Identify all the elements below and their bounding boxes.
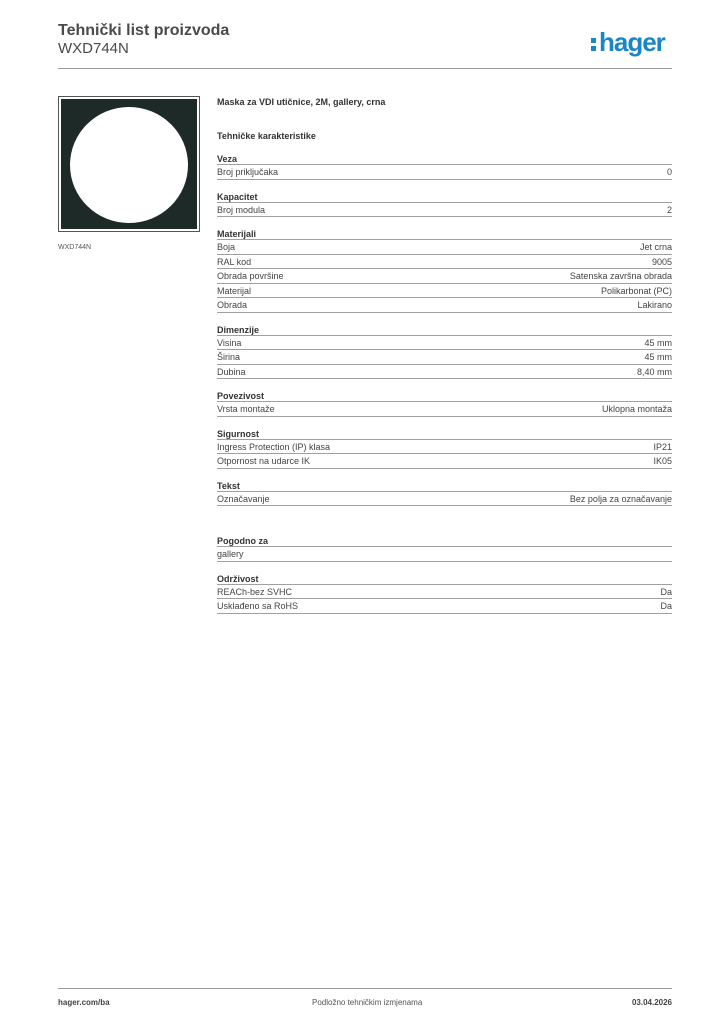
spec-value: 45 mm: [644, 352, 672, 362]
spec-row: [217, 284, 672, 299]
product-image-caption: WXD744N: [58, 244, 92, 251]
spec-sections: [217, 154, 672, 614]
footer-website[interactable]: hager.com/ba: [58, 998, 110, 1007]
spec-value: Lakirano: [637, 300, 672, 310]
spec-label: RAL kod: [217, 256, 252, 267]
spec-value: Bez polja za označavanje: [569, 493, 672, 504]
product-image: [58, 96, 200, 232]
spec-value: IP21: [653, 441, 672, 452]
spec-section: [217, 574, 672, 614]
spec-section-title: Veza: [217, 154, 672, 165]
spec-section: [217, 154, 672, 180]
spec-row: [217, 298, 672, 313]
spec-section-title: Održivost: [217, 574, 672, 585]
spec-label: Materijal: [217, 285, 252, 296]
spec-section-title: Tekst: [217, 481, 672, 492]
spec-label: Otpornost na udarce IK: [217, 456, 311, 466]
spec-row: [217, 585, 672, 600]
spec-value: 2: [666, 204, 672, 215]
product-code: WXD744N: [58, 40, 129, 57]
spec-section: [217, 192, 672, 218]
spec-section: [217, 391, 672, 417]
spec-value: Satenska završna obrada: [569, 271, 672, 281]
spec-section-title: Povezivost: [217, 391, 672, 402]
logo-colon-icon: [591, 33, 597, 51]
spec-section: [217, 481, 672, 507]
header-divider: [58, 68, 672, 69]
spec-label: REACh-bez SVHC: [217, 586, 293, 597]
spec-row: [217, 599, 672, 614]
header-title: Tehnički list proizvoda: [58, 22, 230, 39]
spec-section-title: Materijali: [217, 229, 672, 240]
product-opening: [70, 107, 188, 223]
footer-date: 03.04.2026: [631, 998, 672, 1007]
spec-label: Broj modula: [217, 204, 266, 215]
product-title: Maska za VDI utičnice, 2M, gallery, crna: [217, 97, 386, 107]
spec-value: Jet crna: [639, 242, 672, 252]
spec-row: [217, 454, 672, 469]
spec-section: [217, 536, 672, 562]
spec-label: Dubina: [217, 366, 246, 377]
spec-value: Uklopna montaža: [601, 404, 672, 414]
spec-row: [217, 269, 672, 284]
spec-row: [217, 336, 672, 351]
spec-section-title: Kapacitet: [217, 192, 672, 203]
spec-row: [217, 365, 672, 380]
spec-row: [217, 203, 672, 218]
spec-label: Vrsta montaže: [217, 404, 275, 414]
spec-label: Broj priključaka: [217, 167, 279, 177]
spec-value: Da: [660, 601, 672, 611]
spec-section: [217, 229, 672, 313]
spec-label: Obrada: [217, 300, 248, 310]
spec-section: [217, 325, 672, 380]
spec-section-title: Pogodno za: [217, 536, 672, 547]
spec-label: Usklađeno sa RoHS: [217, 601, 299, 611]
tech-heading: Tehničke karakteristike: [217, 131, 316, 141]
spec-label: Visina: [217, 337, 242, 348]
spec-row: [217, 402, 672, 417]
spec-label: Obrada površine: [217, 271, 284, 281]
spec-row: [217, 547, 672, 562]
spec-value: 45 mm: [644, 337, 672, 348]
spec-label: gallery: [217, 549, 244, 559]
spec-section-title: Dimenzije: [217, 325, 672, 336]
footer-notice: Podložno tehničkim izmjenama: [312, 998, 423, 1007]
spec-label: Označavanje: [217, 493, 270, 504]
product-plate: [61, 99, 197, 229]
spec-section-title: Sigurnost: [217, 429, 672, 440]
spec-row: [217, 240, 672, 255]
spec-value: 8,40 mm: [636, 366, 672, 377]
spec-row: [217, 165, 672, 180]
spec-row: [217, 440, 672, 455]
spec-section: [217, 429, 672, 469]
spec-value: Polikarbonat (PC): [600, 285, 672, 296]
spec-value: IK05: [653, 456, 672, 466]
footer-divider: [58, 988, 672, 989]
spec-value: Da: [660, 586, 672, 597]
spec-row: [217, 492, 672, 507]
spec-label: Boja: [217, 242, 236, 252]
logo-text: hager: [599, 27, 665, 57]
spec-label: Širina: [217, 352, 241, 362]
spec-value: 9005: [651, 256, 672, 267]
spec-row: [217, 350, 672, 365]
spec-value: 0: [666, 167, 672, 177]
spec-row: [217, 255, 672, 270]
hager-logo[interactable]: [591, 28, 665, 56]
spec-content: [217, 96, 672, 614]
spec-label: Ingress Protection (IP) klasa: [217, 441, 331, 452]
